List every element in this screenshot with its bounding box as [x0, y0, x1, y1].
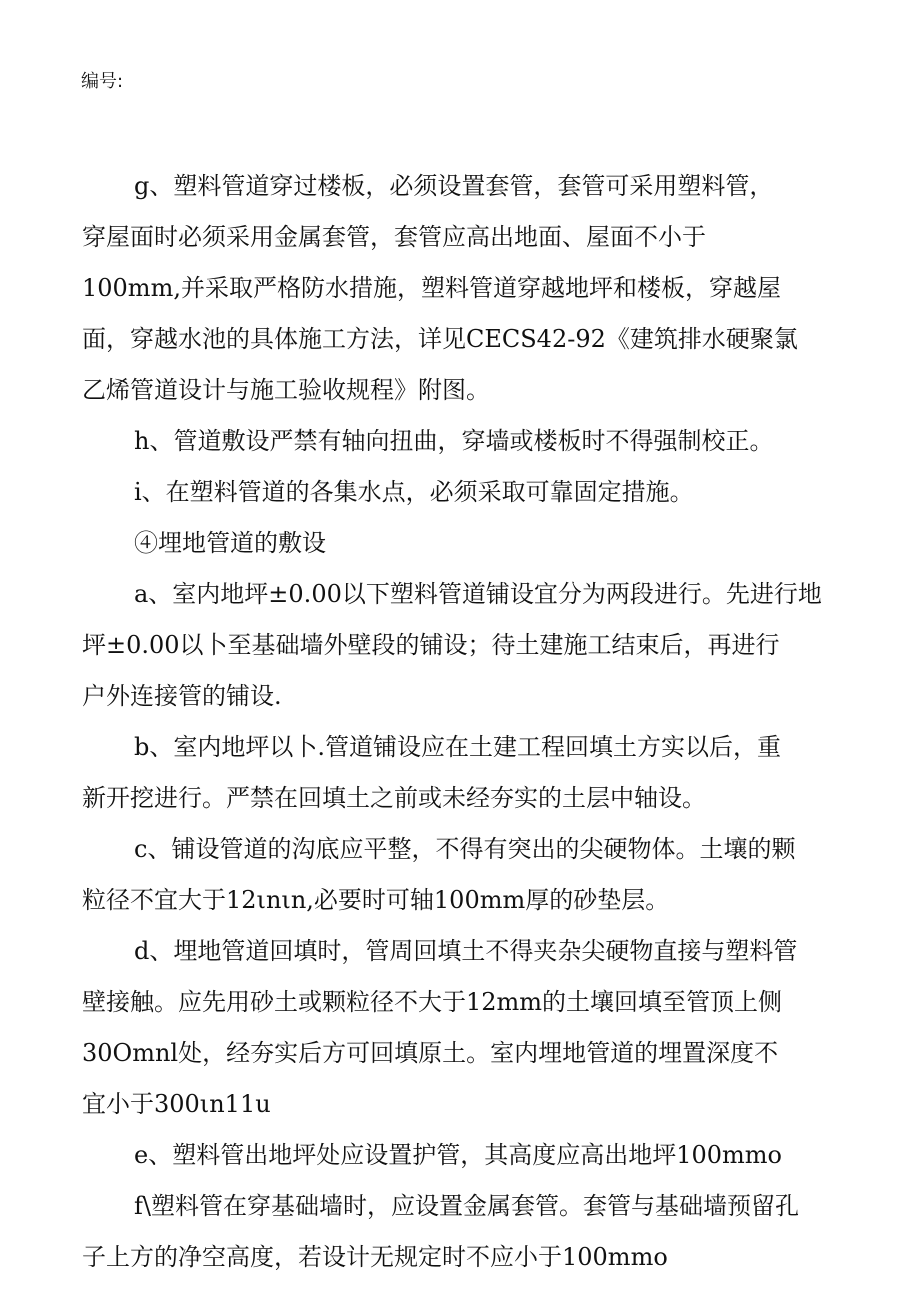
paragraph-g: g、塑料管道穿过楼板，必须设置套管，套管可采用塑料管， 穿屋面时必须采用金属套管，套管应高出地面、屋面不小于 100mm,并采取严格防水措施，塑料管道穿越地坪和楼板，穿越屋 面，穿越水池的具体施工方法，详见CECS42-92《建筑排水硬聚氯 乙烯管道设计与施工验收规程》附图。: [82, 172, 798, 404]
paragraph-h: h、管道敷设严禁有轴向扭曲，穿墙或楼板时不得强制校正。: [134, 427, 774, 455]
document-body: [82, 161, 822, 1283]
paragraph-d: d、埋地管道回填时，管周回填土不得夹杂尖硬物直接与塑料管 壁接触。应先用砂土或颗粒径不大于12mm的土壤回填至管顶上侧 30Omnl处，经夯实后方可回填原土。室内埋地管道的埋置深度不 宜小于300ιn11u: [82, 937, 798, 1118]
paragraph-c: c、铺设管道的沟底应平整，不得有突出的尖硬物体。土壤的颗 粒径不宜大于12ιnιn,必要时可轴100mm厚的砂垫层。: [82, 835, 796, 914]
paragraph-e: e、塑料管出地坪处应设置护管，其高度应高出地坪100mmo: [134, 1141, 782, 1169]
paragraph-i: i、在塑料管道的各集水点，必须采取可靠固定措施。: [134, 478, 694, 506]
paragraph-b: b、室内地坪以卜.管道铺设应在土建工程回填土方实以后，重 新开挖进行。严禁在回填土之前或未经夯实的土层中轴设。: [82, 733, 781, 812]
section-heading-buried-pipes: ④埋地管道的敷设: [134, 529, 326, 557]
paragraph-f: f\塑料管在穿基础墙时，应设置金属套管。套管与基础墙预留孔 子上方的净空高度，若设计无规定时不应小于100mmo: [82, 1192, 799, 1271]
paragraph-a: a、室内地坪±0.00以下塑料管道铺设宜分为两段进行。先进行地 坪±0.00以卜至基础墙外壁段的铺设；待土建施工结束后，再进行 户外连接管的铺设.: [82, 580, 822, 710]
document-number-label: 编号:: [81, 71, 124, 92]
